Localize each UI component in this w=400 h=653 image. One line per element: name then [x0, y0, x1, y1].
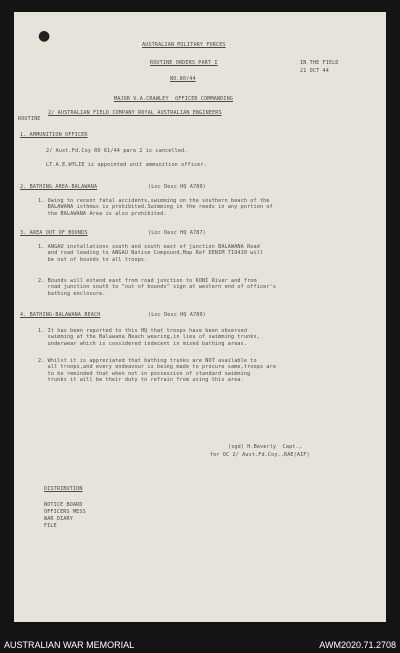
item-4-para-2: 2. Whilst it is appreciated that bathing trunks are NOT available to all troops,and every endeavour is being made to procure same,troops are to be reminded that when not in possession of standard swimming trunks it will be their duty to refrain from using this area.	[38, 358, 277, 384]
item-1-heading: 1. AMMUNITION OFFICER	[20, 132, 88, 138]
item-3-para-1: 1. ANGAU installations south and south east of junction BALAWANA Road and road leading to ANGAU Native Compound,Map Ref DENIM 719410 will be out of bounds to all troops.	[38, 244, 264, 263]
signature-line-2: for OC 2/ Aust.Fd.Coy.,RAE(AIF)	[210, 452, 310, 458]
date-label: 21 OCT 44	[300, 68, 329, 74]
item-3-heading: 3. AREA OUT OF BOUNDS	[20, 230, 88, 236]
section-label: ROUTINE	[18, 116, 41, 122]
unit-line: 2/ AUSTRALIAN FIELD COMPANY ROYAL AUSTRALIAN ENGINEERS	[48, 110, 222, 116]
item-4-ref: (Loc Desc HQ A780)	[148, 312, 206, 318]
item-2-para-1: 1. Owing to recent fatal accidents,swimming on the southern beach of the BALAWANA isthmus is prohibited.Swimming in the reeds in any portion of the BALAWANA Area is also prohibited.	[38, 198, 273, 217]
item-3-para-2: 2. Bounds will extend east from road junction to KONI River and from road junction south to "out of bounds" sign at western end of officer's bathing enclosure.	[38, 278, 277, 297]
item-3-ref: (Loc Desc HQ A787)	[148, 230, 206, 236]
footer-credit: AUSTRALIAN WAR MEMORIAL	[4, 640, 135, 650]
signature-line-1: (sgd) H.Beverly Capt.,	[228, 444, 302, 450]
distribution-item: WAR DIARY	[44, 516, 73, 522]
distribution-item: OFFICERS MESS	[44, 509, 86, 515]
item-4-para-1: 1. It has been reported to this HQ that troops have been observed swimming at the Balawana Beach wearing,in lieu of swimming trunks, underwear which is considered indecent in mixed bathing areas.	[38, 328, 260, 347]
footer-accession-number: AWM2020.71.2708	[319, 640, 396, 650]
item-2-heading: 2. BATHING AREA-BALAWANA	[20, 184, 98, 190]
header-title: AUSTRALIAN MILITARY FORCES	[142, 42, 226, 48]
distribution-item: NOTICE BOARD	[44, 502, 83, 508]
distribution-item: FILE	[44, 523, 57, 529]
distribution-title: DISTRIBUTION	[44, 486, 83, 492]
item-1-para-2: LT.A.E.WYLIE is appointed unit ammunition officer.	[46, 162, 207, 168]
punch-hole-icon: ●	[38, 28, 51, 44]
document-page	[14, 12, 386, 622]
item-4-heading: 4. BATHING-BALAWANA BEACH	[20, 312, 101, 318]
in-field-label: IN THE FIELD	[300, 60, 339, 66]
item-1-para-1: 2/ Aust.Fd.Coy RO 61/44 para 2 is cancelled.	[46, 148, 188, 154]
footer-bar	[0, 638, 400, 653]
header-subtitle: ROUTINE ORDERS PART I	[150, 60, 218, 66]
order-number: NO.80/44	[170, 76, 196, 82]
officer-line: MAJOR V.A.CRAWLEY OFFICER COMMANDING	[114, 96, 234, 102]
item-2-ref: (Loc Desc HQ A780)	[148, 184, 206, 190]
